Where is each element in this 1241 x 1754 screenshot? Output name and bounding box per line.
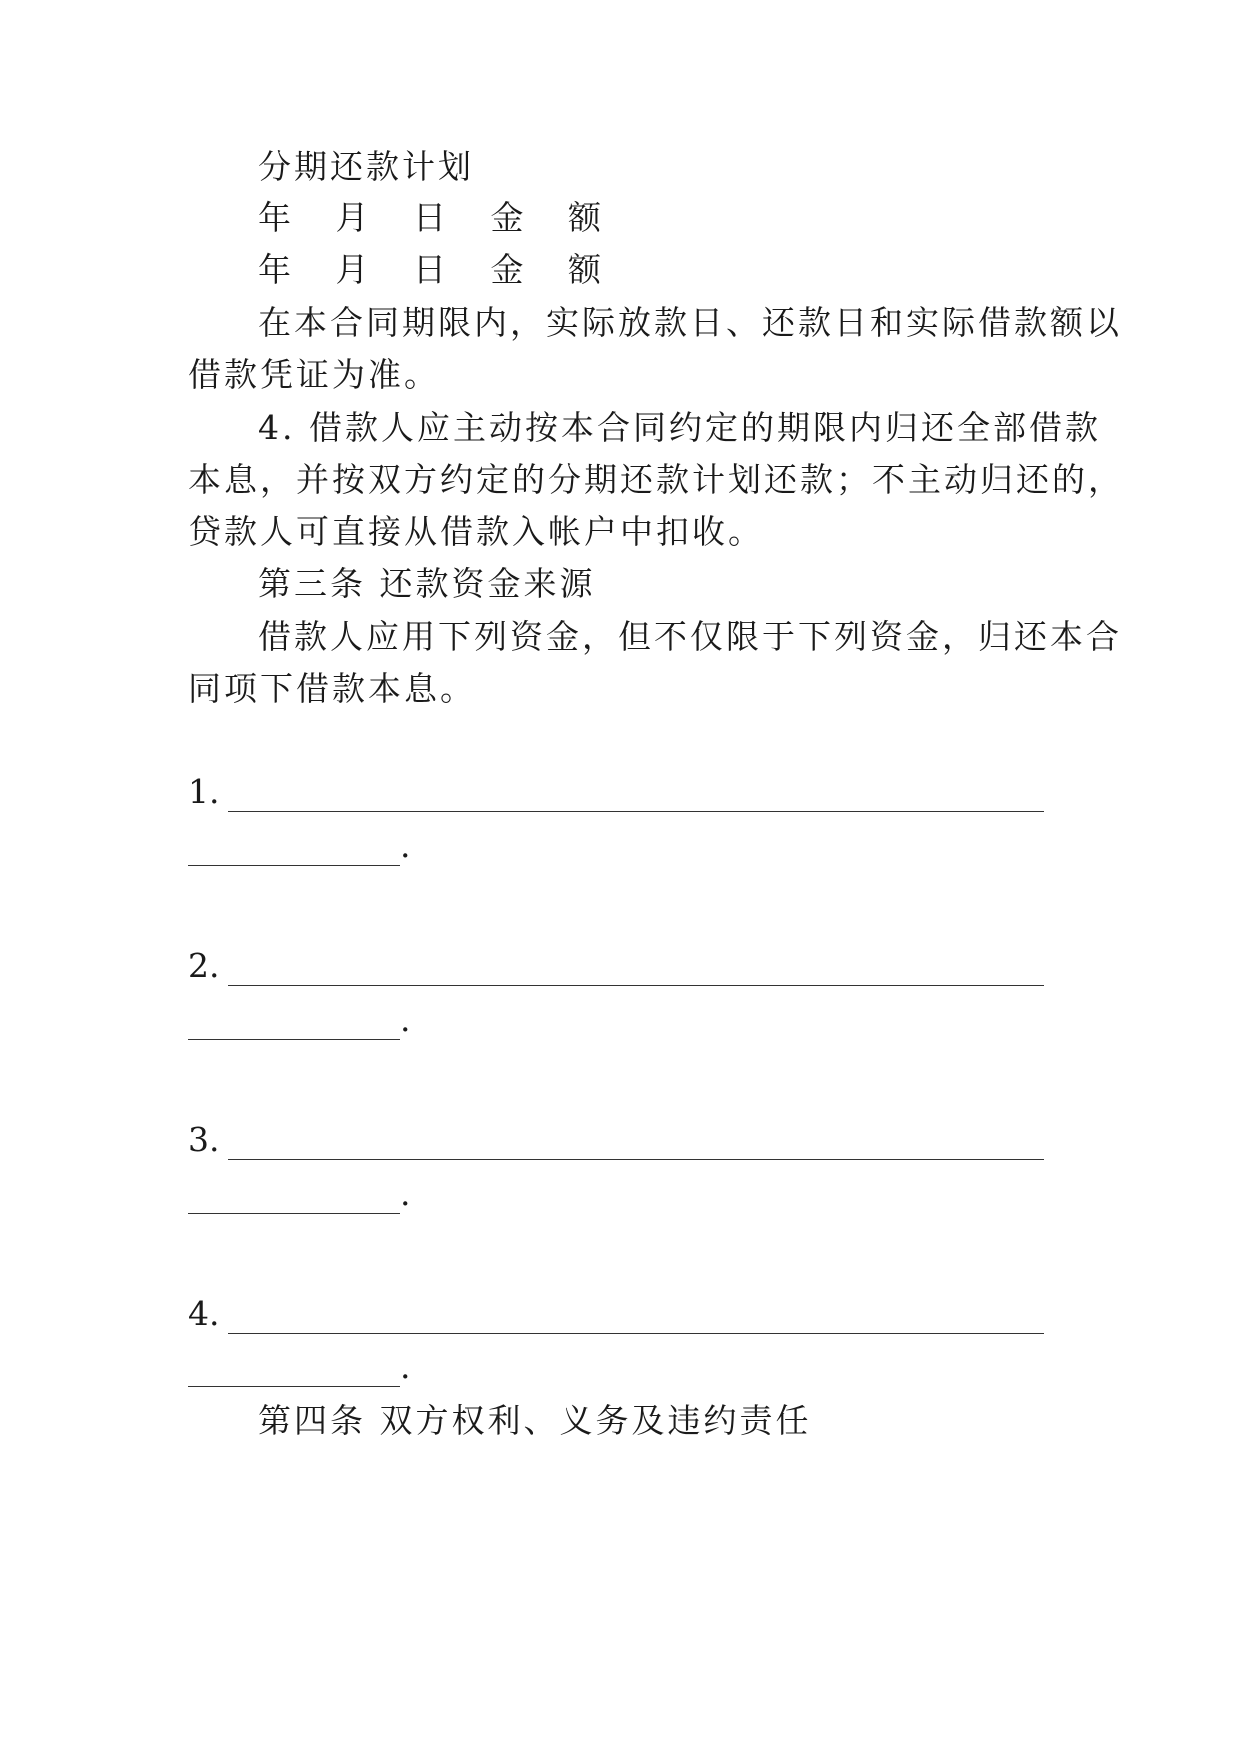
schedule-row: 年 月 日 金 额 (258, 250, 618, 289)
blank-end-period: . (400, 1174, 411, 1213)
blank-item-3-continuation (188, 1174, 411, 1214)
fill-in-line[interactable] (188, 1185, 400, 1214)
blank-item-2 (188, 946, 1044, 986)
blank-end-period: . (400, 1347, 411, 1386)
paragraph-line: 本息，并按双方约定的分期还款计划还款；不主动归还的， (188, 460, 1124, 499)
article-3-title: 第三条 还款资金来源 (258, 564, 596, 603)
paragraph-line: 同项下借款本息。 (188, 669, 476, 708)
paragraph-line: 贷款人可直接从借款入帐户中扣收。 (188, 512, 764, 551)
fill-in-line[interactable] (188, 1358, 400, 1387)
blank-item-number: 1. (188, 772, 220, 811)
blank-item-4-continuation (188, 1347, 411, 1387)
fill-in-line[interactable] (228, 1305, 1044, 1334)
fill-in-line[interactable] (188, 837, 400, 866)
blank-item-number: 3. (188, 1120, 220, 1159)
fill-in-line[interactable] (188, 1011, 400, 1040)
blank-item-1-continuation (188, 826, 411, 866)
paragraph-line: 借款凭证为准。 (188, 355, 440, 394)
fill-in-line[interactable] (228, 1131, 1044, 1160)
blank-item-number: 2. (188, 946, 220, 985)
blank-item-4 (188, 1294, 1044, 1334)
fill-in-line[interactable] (228, 783, 1044, 812)
blank-item-1 (188, 772, 1044, 812)
installment-plan-title: 分期还款计划 (258, 147, 474, 186)
paragraph-line: 在本合同期限内，实际放款日、还款日和实际借款额以 (258, 303, 1122, 342)
paragraph-line: 借款人应用下列资金，但不仅限于下列资金，归还本合 (258, 617, 1122, 656)
blank-item-number: 4. (188, 1294, 220, 1333)
blank-item-2-continuation (188, 1000, 411, 1040)
schedule-row: 年 月 日 金 额 (258, 198, 618, 237)
blank-end-period: . (400, 1000, 411, 1039)
article-4-title: 第四条 双方权利、义务及违约责任 (258, 1401, 812, 1440)
fill-in-line[interactable] (228, 957, 1044, 986)
blank-item-3 (188, 1120, 1044, 1160)
paragraph-line: 4. 借款人应主动按本合同约定的期限内归还全部借款 (258, 408, 1101, 447)
blank-end-period: . (400, 826, 411, 865)
